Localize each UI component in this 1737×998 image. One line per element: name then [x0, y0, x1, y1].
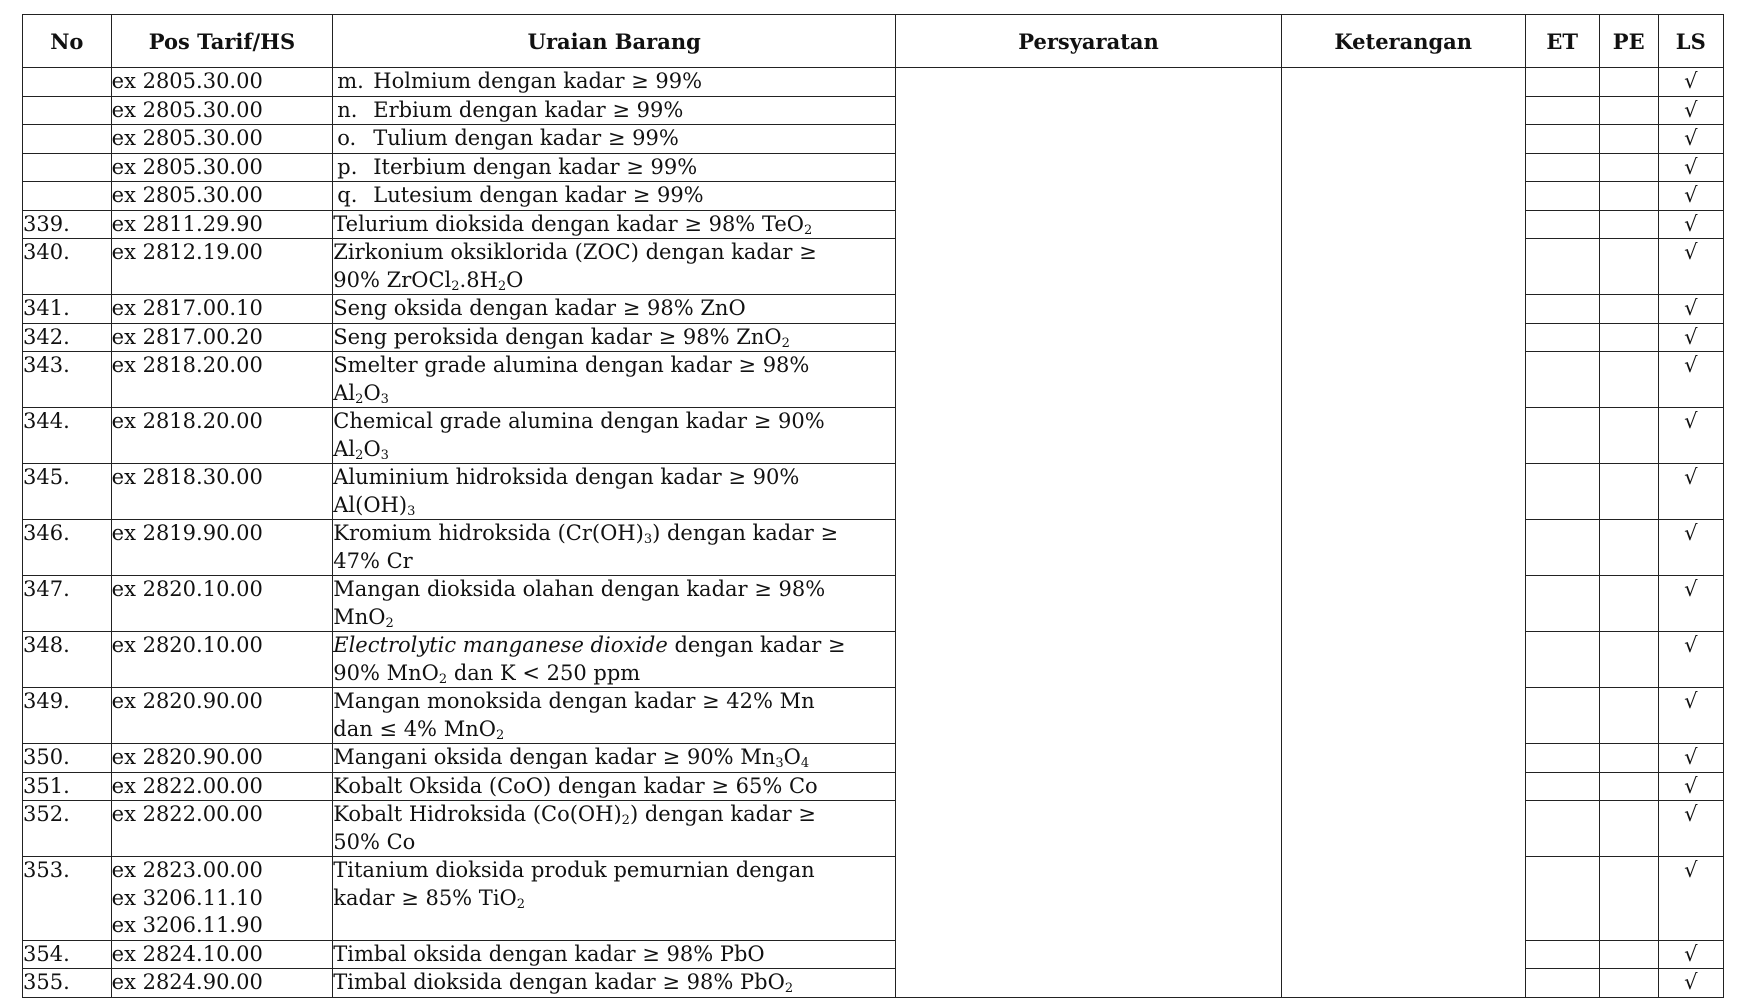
cell-no: 349.	[23, 688, 112, 744]
pos-tarif-code: ex 2805.30.00	[111, 97, 263, 122]
description-text: Erbium dengan kadar ≥ 99%	[373, 97, 684, 122]
pos-tarif-code: ex 2812.19.00	[111, 240, 263, 264]
description-text: $Al_2O_3$	[333, 380, 389, 407]
description-text: Timbal oksida dengan kadar ≥ 98% PbO	[333, 941, 765, 966]
cell-et	[1525, 632, 1599, 688]
cell-pos-tarif	[111, 295, 333, 324]
cell-et	[1525, 68, 1599, 97]
header-keterangan: Keterangan	[1281, 15, 1525, 68]
description-line	[333, 239, 895, 267]
check-mark-icon: √	[1684, 689, 1698, 713]
table-row	[23, 68, 1724, 97]
description-text: Timbal dioksida dengan kadar ≥ 98% PbO$_2$	[333, 970, 794, 996]
cell-et	[1525, 96, 1599, 125]
cell-pos-tarif	[111, 125, 333, 154]
description-line	[333, 829, 895, 857]
description-text: Chemical grade alumina dengan kadar ≥ 90%	[333, 409, 825, 433]
description-text: Iterbium dengan kadar ≥ 99%	[373, 154, 698, 179]
cell-ls	[1658, 68, 1723, 97]
description-line	[333, 885, 895, 913]
description-line	[333, 576, 895, 604]
description-text: Lutesium dengan kadar ≥ 99%	[373, 183, 704, 207]
cell-uraian-barang	[333, 464, 896, 520]
cell-pos-tarif	[111, 239, 333, 295]
description-text: 47% Cr	[333, 548, 413, 573]
cell-pe	[1599, 295, 1658, 324]
description-line	[333, 182, 895, 210]
pos-tarif-code: ex 2817.00.10	[111, 296, 263, 320]
pos-tarif-code: ex 2823.00.00	[111, 858, 263, 882]
cell-ls	[1658, 408, 1723, 464]
cell-ls	[1658, 239, 1723, 295]
cell-ls	[1658, 632, 1723, 688]
pos-tarif-code: ex 2818.30.00	[111, 465, 263, 489]
cell-ls	[1658, 801, 1723, 857]
cell-et	[1525, 239, 1599, 295]
sub-item-letter: q.	[337, 183, 358, 207]
description-text: $Al_2O_3$	[333, 436, 389, 463]
header-pos-tarif: Pos Tarif/HS	[111, 15, 333, 68]
cell-uraian-barang	[333, 772, 896, 801]
check-mark-icon: √	[1684, 240, 1698, 264]
description-line	[333, 688, 895, 716]
check-mark-icon: √	[1684, 773, 1698, 798]
cell-pos-tarif	[111, 632, 333, 688]
cell-no: 353.	[23, 857, 112, 941]
check-mark-icon: √	[1684, 154, 1698, 179]
description-text: Mangan dioksida olahan dengan kadar ≥ 98%	[333, 577, 826, 601]
description-text: Mangan monoksida dengan kadar ≥ 42% Mn	[333, 689, 815, 713]
description-text: Electrolytic manganese dioxide dengan kadar ≥	[333, 633, 846, 657]
pos-tarif-code: ex 2820.10.00	[111, 577, 263, 601]
sub-item-letter: o.	[337, 126, 357, 150]
cell-pe	[1599, 857, 1658, 941]
pos-tarif-code: ex 2805.30.00	[111, 154, 263, 179]
cell-uraian-barang	[333, 210, 896, 239]
check-mark-icon: √	[1684, 802, 1698, 826]
cell-no: 351.	[23, 772, 112, 801]
description-line	[333, 632, 895, 660]
cell-ls	[1658, 744, 1723, 773]
cell-pos-tarif	[111, 464, 333, 520]
cell-pos-tarif	[111, 772, 333, 801]
header-persyaratan: Persyaratan	[896, 15, 1282, 68]
description-text: Titanium dioksida produk pemurnian dengan	[333, 858, 815, 882]
cell-ls	[1658, 125, 1723, 154]
check-mark-icon: √	[1684, 577, 1698, 601]
sub-item-letter: n.	[337, 97, 358, 122]
cell-et	[1525, 182, 1599, 211]
check-mark-icon: √	[1684, 745, 1698, 769]
cell-pe	[1599, 239, 1658, 295]
cell-pos-tarif	[111, 801, 333, 857]
description-text: 90% MnO$_2$ dan K < 250 ppm	[333, 660, 641, 687]
cell-uraian-barang	[333, 96, 896, 125]
cell-pos-tarif	[111, 520, 333, 576]
description-text: Telurium dioksida dengan kadar ≥ 98% TeO$_2$	[333, 211, 813, 238]
description-text: dan ≤ 4% MnO$_2$	[333, 716, 505, 743]
cell-uraian-barang	[333, 182, 896, 211]
pos-tarif-code: ex 2817.00.20	[111, 324, 263, 349]
description-line	[333, 520, 895, 548]
cell-pos-tarif	[111, 153, 333, 182]
cell-et	[1525, 940, 1599, 969]
pos-tarif-code: ex 2820.90.00	[111, 745, 263, 769]
table-body	[23, 68, 1724, 998]
description-line	[333, 154, 895, 182]
cell-uraian-barang	[333, 125, 896, 154]
cell-et	[1525, 210, 1599, 239]
cell-no: 339.	[23, 210, 112, 239]
description-line	[333, 436, 895, 464]
cell-uraian-barang	[333, 688, 896, 744]
cell-no	[23, 182, 112, 211]
pos-tarif-code: ex 3206.11.10	[111, 885, 263, 910]
cell-et	[1525, 801, 1599, 857]
cell-et	[1525, 688, 1599, 744]
sub-item-letter: m.	[337, 69, 364, 93]
cell-et	[1525, 295, 1599, 324]
cell-pos-tarif	[111, 576, 333, 632]
check-mark-icon: √	[1684, 183, 1698, 207]
header-pe: PE	[1599, 15, 1658, 68]
cell-ls	[1658, 153, 1723, 182]
cell-et	[1525, 520, 1599, 576]
pos-tarif-code: ex 2818.20.00	[111, 409, 263, 433]
pos-tarif-code: ex 2805.30.00	[111, 126, 263, 150]
cell-no: 352.	[23, 801, 112, 857]
cell-ls	[1658, 520, 1723, 576]
description-text: Mangani oksida dengan kadar ≥ 90% $Mn_3O_4$	[333, 745, 810, 771]
pos-tarif-code: ex 3206.11.90	[111, 913, 263, 937]
cell-uraian-barang	[333, 857, 896, 941]
description-line	[333, 408, 895, 436]
cell-no: 354.	[23, 940, 112, 969]
cell-pe	[1599, 408, 1658, 464]
description-text: Seng oksida dengan kadar ≥ 98% ZnO	[333, 296, 746, 320]
cell-et	[1525, 153, 1599, 182]
cell-ls	[1658, 295, 1723, 324]
description-line	[333, 295, 895, 323]
pos-tarif-code: ex 2824.90.00	[111, 970, 263, 994]
description-line	[333, 352, 895, 380]
description-line	[333, 801, 895, 829]
cell-uraian-barang	[333, 801, 896, 857]
cell-no: 355.	[23, 969, 112, 998]
description-text: Holmium dengan kadar ≥ 99%	[373, 69, 703, 93]
cell-uraian-barang	[333, 576, 896, 632]
description-line	[333, 125, 895, 153]
cell-uraian-barang	[333, 352, 896, 408]
cell-no	[23, 68, 112, 97]
cell-pos-tarif	[111, 352, 333, 408]
cell-ls	[1658, 182, 1723, 211]
cell-pos-tarif	[111, 96, 333, 125]
cell-ls	[1658, 323, 1723, 352]
cell-ls	[1658, 352, 1723, 408]
cell-no: 348.	[23, 632, 112, 688]
cell-et	[1525, 352, 1599, 408]
cell-uraian-barang	[333, 68, 896, 97]
cell-pos-tarif	[111, 940, 333, 969]
cell-et	[1525, 408, 1599, 464]
cell-pos-tarif	[111, 408, 333, 464]
description-text: Tulium dengan kadar ≥ 99%	[373, 126, 679, 150]
cell-pe	[1599, 772, 1658, 801]
cell-pe	[1599, 352, 1658, 408]
description-text: Kobalt Hidroksida $(Co(OH)_2)$ dengan kadar ≥	[333, 802, 816, 828]
header-uraian-barang: Uraian Barang	[333, 15, 896, 68]
cell-et	[1525, 464, 1599, 520]
check-mark-icon: √	[1684, 521, 1698, 545]
sub-item-letter: p.	[337, 154, 358, 179]
cell-no: 340.	[23, 239, 112, 295]
cell-uraian-barang	[333, 295, 896, 324]
cell-pe	[1599, 125, 1658, 154]
check-mark-icon: √	[1684, 353, 1698, 377]
description-line	[333, 324, 895, 352]
cell-no: 344.	[23, 408, 112, 464]
check-mark-icon: √	[1684, 970, 1698, 994]
description-text: Zirkonium oksiklorida (ZOC) dengan kadar ≥	[333, 240, 817, 264]
description-text: Smelter grade alumina dengan kadar ≥ 98%	[333, 353, 810, 377]
cell-ls	[1658, 464, 1723, 520]
description-line	[333, 744, 895, 772]
cell-uraian-barang	[333, 239, 896, 295]
description-text: kadar ≥ 85% TiO$_2$	[333, 885, 526, 912]
check-mark-icon: √	[1684, 97, 1698, 122]
cell-et	[1525, 125, 1599, 154]
cell-et	[1525, 576, 1599, 632]
cell-pe	[1599, 801, 1658, 857]
pos-tarif-code: ex 2811.29.90	[111, 211, 263, 236]
check-mark-icon: √	[1684, 296, 1698, 320]
cell-ls	[1658, 857, 1723, 941]
description-text: Kobalt Oksida (CoO) dengan kadar ≥ 65% Co	[333, 773, 818, 798]
description-line	[333, 267, 895, 295]
description-line	[333, 380, 895, 408]
cell-pe	[1599, 153, 1658, 182]
description-line	[333, 97, 895, 125]
cell-ls	[1658, 688, 1723, 744]
check-mark-icon: √	[1684, 941, 1698, 966]
description-text: 50% Co	[333, 829, 416, 854]
header-no: No	[23, 15, 112, 68]
description-line	[333, 969, 895, 997]
description-line	[333, 941, 895, 969]
pos-tarif-code: ex 2805.30.00	[111, 183, 263, 207]
cell-pe	[1599, 744, 1658, 773]
pos-tarif-code: ex 2824.10.00	[111, 941, 263, 966]
description-text: Seng peroksida dengan kadar ≥ 98% ZnO$_2$	[333, 324, 790, 351]
description-text: $Al(OH)_3$	[333, 492, 416, 519]
pos-tarif-code: ex 2820.10.00	[111, 633, 263, 657]
cell-pe	[1599, 464, 1658, 520]
cell-no: 341.	[23, 295, 112, 324]
pos-tarif-code: ex 2818.20.00	[111, 353, 263, 377]
cell-pos-tarif	[111, 210, 333, 239]
pos-tarif-code: ex 2820.90.00	[111, 689, 263, 713]
pos-tarif-code: ex 2805.30.00	[111, 69, 263, 93]
cell-pos-tarif	[111, 68, 333, 97]
cell-et	[1525, 857, 1599, 941]
cell-et	[1525, 323, 1599, 352]
cell-uraian-barang	[333, 408, 896, 464]
check-mark-icon: √	[1684, 126, 1698, 150]
check-mark-icon: √	[1684, 633, 1698, 657]
cell-no: 345.	[23, 464, 112, 520]
cell-pe	[1599, 68, 1658, 97]
check-mark-icon: √	[1684, 465, 1698, 489]
cell-pe	[1599, 323, 1658, 352]
cell-pe	[1599, 96, 1658, 125]
pos-tarif-code: ex 2819.90.00	[111, 521, 263, 545]
check-mark-icon: √	[1684, 858, 1698, 882]
check-mark-icon: √	[1684, 211, 1698, 236]
cell-et	[1525, 744, 1599, 773]
pos-tarif-code: ex 2822.00.00	[111, 773, 263, 798]
cell-no: 350.	[23, 744, 112, 773]
header-row	[23, 15, 1724, 68]
cell-pe	[1599, 210, 1658, 239]
description-line	[333, 660, 895, 688]
description-line	[333, 548, 895, 576]
cell-pe	[1599, 576, 1658, 632]
cell-pe	[1599, 940, 1658, 969]
description-line	[333, 464, 895, 492]
cell-pos-tarif	[111, 857, 333, 941]
cell-ls	[1658, 210, 1723, 239]
cell-uraian-barang	[333, 323, 896, 352]
header-et: ET	[1525, 15, 1599, 68]
cell-pe	[1599, 632, 1658, 688]
cell-pe	[1599, 520, 1658, 576]
cell-no	[23, 96, 112, 125]
check-mark-icon: √	[1684, 69, 1698, 93]
tariff-table	[22, 14, 1724, 998]
cell-keterangan	[1281, 68, 1525, 998]
table-header	[23, 15, 1724, 68]
description-line	[333, 773, 895, 801]
cell-ls	[1658, 96, 1723, 125]
cell-uraian-barang	[333, 632, 896, 688]
cell-no: 346.	[23, 520, 112, 576]
cell-no	[23, 153, 112, 182]
cell-uraian-barang	[333, 153, 896, 182]
cell-ls	[1658, 772, 1723, 801]
cell-uraian-barang	[333, 940, 896, 969]
header-ls: LS	[1658, 15, 1723, 68]
cell-pos-tarif	[111, 182, 333, 211]
cell-pos-tarif	[111, 688, 333, 744]
cell-pe	[1599, 182, 1658, 211]
description-line	[333, 716, 895, 744]
cell-ls	[1658, 576, 1723, 632]
description-line	[333, 604, 895, 632]
cell-pe	[1599, 688, 1658, 744]
description-line	[333, 211, 895, 239]
description-text: MnO$_2$	[333, 604, 394, 631]
cell-no	[23, 125, 112, 154]
check-mark-icon: √	[1684, 409, 1698, 433]
cell-no: 343.	[23, 352, 112, 408]
description-text: Aluminium hidroksida dengan kadar ≥ 90%	[333, 465, 800, 489]
cell-no: 347.	[23, 576, 112, 632]
cell-no: 342.	[23, 323, 112, 352]
description-line	[333, 68, 895, 96]
cell-pos-tarif	[111, 744, 333, 773]
description-line	[333, 857, 895, 885]
cell-uraian-barang	[333, 520, 896, 576]
description-text: Kromium hidroksida $(Cr(OH)_3)$ dengan kadar ≥	[333, 521, 839, 547]
description-text: 90% $ZrOCl_2.8H_2O$	[333, 267, 524, 294]
cell-ls	[1658, 940, 1723, 969]
cell-et	[1525, 772, 1599, 801]
description-line	[333, 492, 895, 520]
cell-pos-tarif	[111, 323, 333, 352]
cell-uraian-barang	[333, 744, 896, 773]
pos-tarif-code: ex 2822.00.00	[111, 802, 263, 826]
cell-persyaratan	[896, 68, 1282, 998]
check-mark-icon: √	[1684, 324, 1698, 349]
